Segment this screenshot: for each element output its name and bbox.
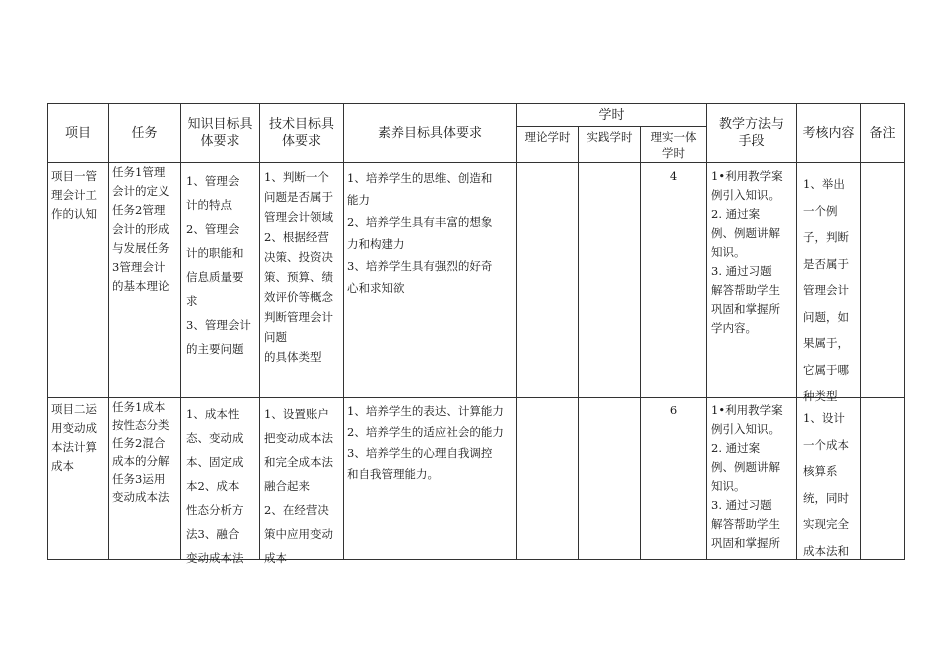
col-line <box>706 103 707 560</box>
header-remarks: 备注 <box>869 125 896 141</box>
col-line <box>640 126 641 560</box>
row1-quality: 1、培养学生的思维、创造和 能力 2、培养学生具有丰富的想象 力和构建力 3、培养学生具有强烈的好奇 心和求知欲 <box>347 171 493 295</box>
header-quality: 素养目标具体要求 <box>377 125 482 141</box>
col-line <box>516 103 517 560</box>
row1-project: 项目一管 理会计工 作的认知 <box>51 169 97 221</box>
col-line <box>796 103 797 560</box>
header-assessment: 考核内容 <box>802 125 855 141</box>
header-task: 任务 <box>131 125 158 141</box>
row1-technical: 1、判断一个 问题是否属于 管理会计领域 2、根据经营 决策、投资决 策、预算、绩 效评价等概念 判断管理会计 问题 的具体类型 <box>264 170 333 364</box>
row2-task: 任务1成本 按性态分类 任务2混合 成本的分解 任务3运用 变动成本法 <box>112 400 170 504</box>
col-line <box>47 103 48 560</box>
row2-assessment: 1、设计 一个成本 核算系 统，同时 实现完全 成本法和 <box>803 411 849 558</box>
row2-technical: 1、设置账户 把变动成本法 和完全成本法 融合起来 2、在经营决 策中应用变动 成本 <box>264 407 333 565</box>
col-line <box>860 103 861 560</box>
col-line <box>259 103 260 560</box>
header-practice-hours: 实践学时 <box>586 130 633 144</box>
row2-methods: 1•利用教学案 例引入知识。 2. 通过案 例、例题讲解 知识。 3. 通过习题 解答帮助学生 巩固和掌握所 <box>711 403 783 550</box>
row2-knowledge: 1、成本性 态、变动成 本、固定成 本2、成本 性态分析方 法3、融合 变动成本法 <box>186 407 244 565</box>
col-line <box>904 103 905 560</box>
col-line <box>343 103 344 560</box>
row2-integrated: 6 <box>669 403 678 417</box>
header-integrated-hours: 理实一体 学时 <box>650 130 697 160</box>
row1-methods: 1•利用教学案 例引入知识。 2. 通过案 例、例题讲解 知识。 3. 通过习题 解答帮助学生 巩固和掌握所 学内容。 <box>711 169 783 335</box>
col-line <box>180 103 181 560</box>
row2-project: 项目二运 用变动成 本法计算 成本 <box>51 402 97 473</box>
header-theory-hours: 理论学时 <box>524 130 571 144</box>
row1-assessment: 1、举出 一个例 子，判断 是否属于 管理会计 问题，如 果属于， 它属于哪 种类型 <box>803 177 849 403</box>
header-project: 项目 <box>64 125 91 141</box>
hours-subheader-line <box>516 126 706 127</box>
table-border-bottom <box>47 559 905 560</box>
row1-knowledge: 1、管理会 计的特点 2、管理会 计的职能和 信息质量要 求 3、管理会计 的主要问题 <box>186 174 251 356</box>
header-hours: 学时 <box>598 107 625 123</box>
col-line <box>578 126 579 560</box>
header-knowledge: 知识目标具 体要求 <box>187 117 253 149</box>
header-methods: 教学方法与 手段 <box>718 117 784 149</box>
row2-quality: 1、培养学生的表达、计算能力 2、培养学生的适应社会的能力 3、培养学生的心理自我调控 和自我管理能力。 <box>347 404 504 481</box>
row1-integrated: 4 <box>669 169 678 183</box>
row1-task: 任务1管理 会计的定义 任务2管理 会计的形成 与发展任务 3管理会计 的基本理论 <box>112 165 170 293</box>
col-line <box>108 103 109 560</box>
header-technical: 技术目标具 体要求 <box>268 117 334 149</box>
